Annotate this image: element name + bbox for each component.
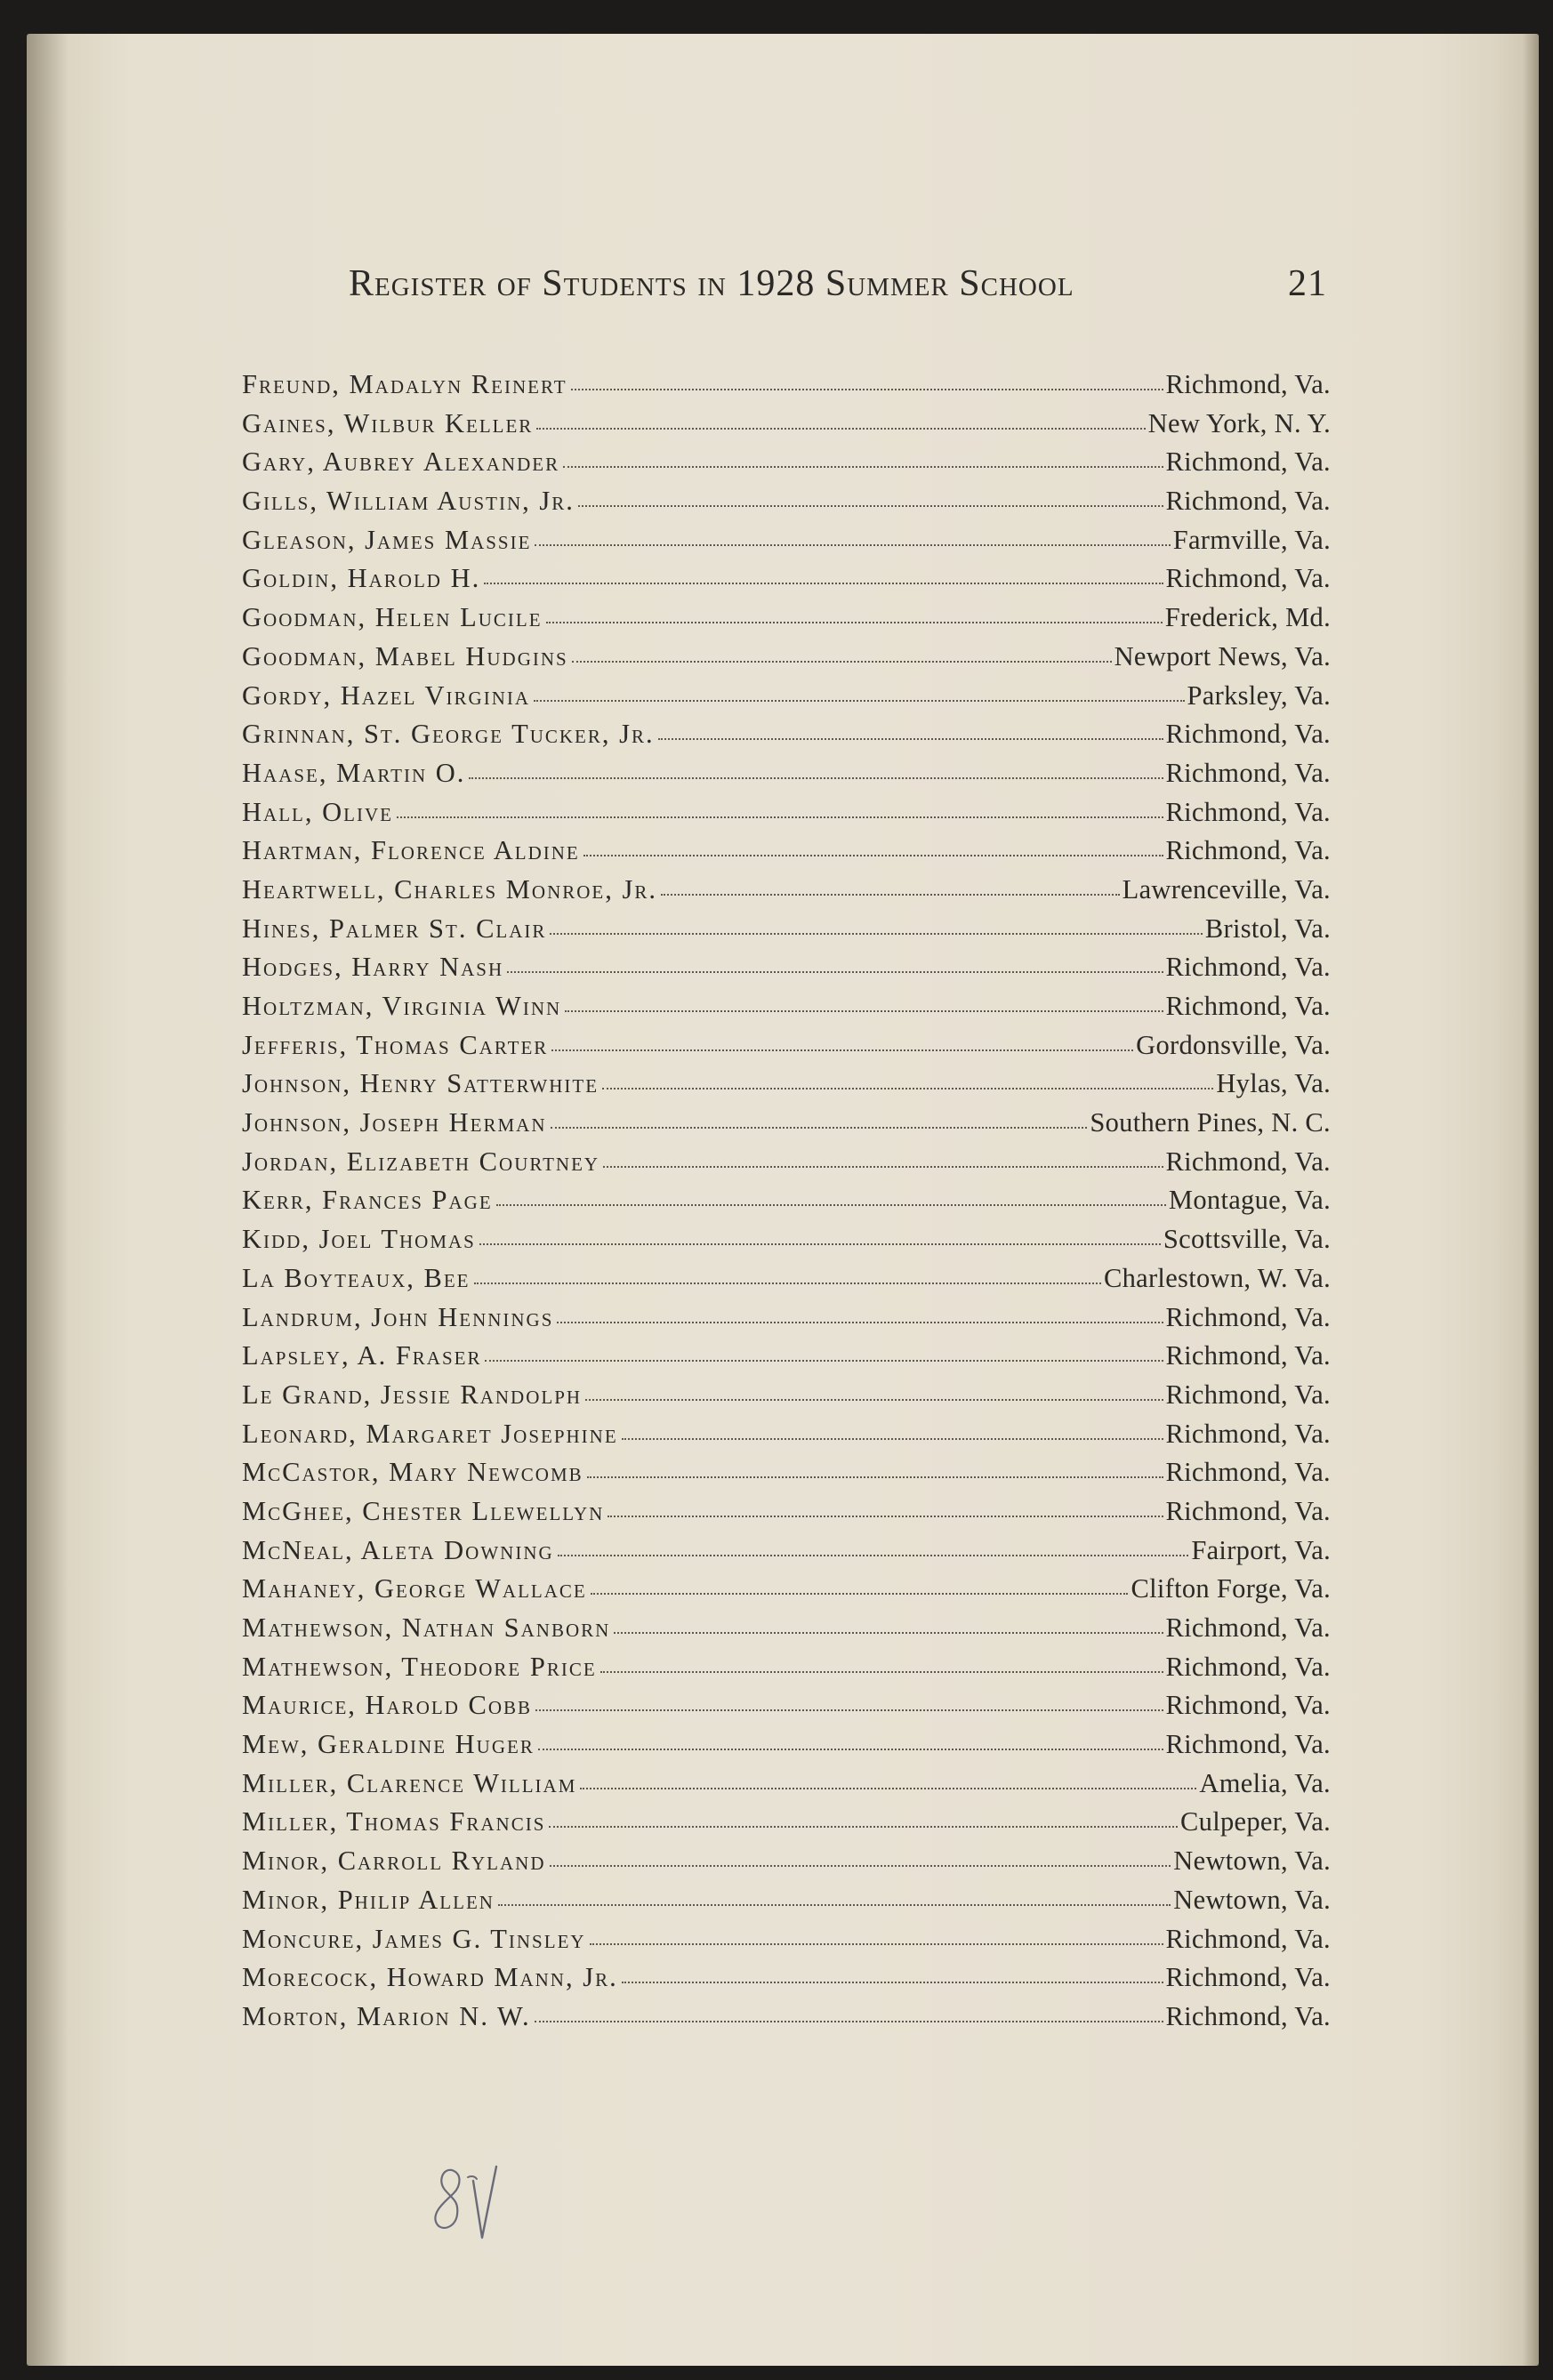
dot-leader (534, 699, 1184, 702)
dot-leader (558, 1554, 1189, 1556)
dot-leader (535, 1709, 1163, 1711)
register-entry (242, 1845, 1331, 1885)
student-register-list (242, 369, 1331, 2040)
dot-leader (622, 1437, 1163, 1440)
student-hometown: Bristol, Va. (1204, 913, 1331, 944)
student-hometown: Richmond, Va. (1165, 369, 1331, 399)
dot-leader (580, 1787, 1196, 1789)
register-entry (242, 1612, 1331, 1652)
student-hometown: Richmond, Va. (1165, 563, 1331, 594)
register-entry (242, 1690, 1331, 1729)
dot-leader (536, 427, 1145, 430)
dot-leader (551, 1126, 1088, 1129)
register-entry (242, 1340, 1331, 1379)
dot-leader (479, 1242, 1161, 1245)
register-entry (242, 1068, 1331, 1107)
student-hometown: Amelia, Va. (1199, 1767, 1331, 1798)
student-hometown: Richmond, Va. (1165, 991, 1331, 1021)
register-entry (242, 797, 1331, 836)
student-name: Hodges, Harry Nash (242, 952, 504, 983)
student-name: Johnson, Henry Satterwhite (242, 1068, 599, 1099)
register-entry (242, 835, 1331, 874)
student-name: Goldin, Harold H. (242, 563, 481, 594)
dot-leader (550, 932, 1202, 935)
register-entry (242, 991, 1331, 1030)
dot-leader (507, 970, 1163, 973)
register-entry (242, 1107, 1331, 1146)
student-hometown: Richmond, Va. (1165, 446, 1331, 478)
student-hometown: Richmond, Va. (1165, 1495, 1331, 1526)
student-name: Mathewson, Nathan Sanborn (242, 1612, 611, 1643)
student-name: Johnson, Joseph Herman (242, 1107, 547, 1138)
student-hometown: Southern Pines, N. C. (1090, 1107, 1331, 1138)
student-name: Hall, Olive (242, 796, 393, 827)
student-name: Grinnan, St. George Tucker, Jr. (242, 719, 655, 750)
student-hometown: New York, N. Y. (1147, 407, 1331, 438)
dot-leader (484, 582, 1163, 584)
handwritten-annotation-8v (427, 2161, 516, 2259)
student-name: Lapsley, A. Fraser (242, 1340, 482, 1371)
dot-leader (474, 1282, 1101, 1284)
student-name: Hines, Palmer St. Clair (242, 913, 547, 944)
dot-leader (614, 1631, 1163, 1634)
student-hometown: Hylas, Va. (1216, 1068, 1331, 1099)
register-entry (242, 525, 1331, 564)
student-hometown: Richmond, Va. (1165, 796, 1331, 827)
student-hometown: Richmond, Va. (1165, 1301, 1331, 1332)
student-name: Haase, Martin O. (242, 757, 466, 788)
register-entry (242, 1379, 1331, 1419)
student-hometown: Richmond, Va. (1165, 719, 1331, 750)
student-hometown: Richmond, Va. (1165, 1612, 1331, 1643)
student-name: Gills, William Austin, Jr. (242, 486, 575, 517)
student-hometown: Richmond, Va. (1165, 1651, 1331, 1682)
student-name: Miller, Thomas Francis (242, 1806, 546, 1837)
register-entry (242, 758, 1331, 797)
dot-leader (565, 1009, 1163, 1012)
register-entry (242, 1573, 1331, 1612)
student-name: Gary, Aubrey Alexander (242, 446, 560, 478)
student-hometown: Richmond, Va. (1165, 1146, 1331, 1177)
register-entry (242, 1185, 1331, 1224)
student-name: Mahaney, George Wallace (242, 1573, 587, 1604)
student-name: La Boyteaux, Bee (242, 1262, 471, 1293)
register-entry (242, 1302, 1331, 1341)
student-name: Minor, Carroll Ryland (242, 1845, 546, 1877)
register-entry (242, 952, 1331, 991)
student-hometown: Scottsville, Va. (1163, 1224, 1331, 1255)
register-entry (242, 446, 1331, 486)
student-name: Miller, Clarence William (242, 1767, 577, 1798)
dot-leader (587, 1475, 1163, 1478)
dot-leader (397, 816, 1163, 818)
dot-leader (535, 2020, 1163, 2022)
student-name: Gaines, Wilbur Keller (242, 407, 534, 438)
dot-leader (485, 1359, 1163, 1362)
register-entry (242, 1768, 1331, 1807)
register-entry (242, 680, 1331, 720)
register-entry (242, 1496, 1331, 1535)
student-name: Hartman, Florence Aldine (242, 835, 580, 866)
student-name: Freund, Madalyn Reinert (242, 369, 567, 399)
page-number: 21 (1288, 263, 1327, 304)
student-name: Landrum, John Hennings (242, 1301, 554, 1332)
student-hometown: Newtown, Va. (1173, 1884, 1331, 1915)
dot-leader (469, 776, 1163, 779)
dot-leader (551, 1049, 1133, 1051)
dot-leader (583, 854, 1163, 856)
header-title: Register of Students in 1928 Summer School (349, 263, 1074, 304)
student-hometown: Richmond, Va. (1165, 1379, 1331, 1410)
dot-leader (563, 465, 1163, 468)
register-entry (242, 641, 1331, 680)
student-hometown: Clifton Forge, Va. (1131, 1573, 1331, 1604)
register-entry (242, 1924, 1331, 1963)
student-name: Moncure, James G. Tinsley (242, 1923, 586, 1954)
student-name: Goodman, Helen Lucile (242, 602, 543, 633)
student-name: Heartwell, Charles Monroe, Jr. (242, 873, 657, 905)
dot-leader (622, 1981, 1163, 1983)
register-entry (242, 1224, 1331, 1263)
student-name: McCastor, Mary Newcomb (242, 1457, 583, 1488)
dot-leader (535, 543, 1170, 546)
student-hometown: Frederick, Md. (1164, 602, 1331, 633)
student-name: Jordan, Elizabeth Courtney (242, 1146, 600, 1177)
dot-leader (578, 504, 1163, 507)
student-name: Minor, Philip Allen (242, 1884, 495, 1915)
register-entry (242, 719, 1331, 758)
dot-leader (496, 1203, 1166, 1206)
student-name: Kidd, Joel Thomas (242, 1224, 476, 1255)
student-name: Kerr, Frances Page (242, 1185, 493, 1216)
register-entry (242, 913, 1331, 953)
register-entry (242, 1419, 1331, 1458)
student-name: Morecock, Howard Mann, Jr. (242, 1962, 618, 1993)
student-name: Gleason, James Massie (242, 524, 532, 555)
student-hometown: Lawrenceville, Va. (1122, 873, 1331, 905)
dot-leader (572, 660, 1112, 663)
dot-leader (591, 1592, 1129, 1595)
register-entry (242, 369, 1331, 408)
student-hometown: Richmond, Va. (1165, 1690, 1331, 1721)
student-hometown: Parksley, Va. (1187, 679, 1331, 711)
student-hometown: Richmond, Va. (1165, 835, 1331, 866)
register-entry (242, 1263, 1331, 1302)
register-entry (242, 1457, 1331, 1496)
register-entry (242, 1146, 1331, 1186)
dot-leader (608, 1515, 1163, 1517)
register-entry (242, 486, 1331, 525)
student-hometown: Newport News, Va. (1114, 640, 1331, 671)
student-hometown: Charlestown, W. Va. (1103, 1262, 1331, 1293)
student-hometown: Culpeper, Va. (1180, 1806, 1331, 1837)
student-hometown: Richmond, Va. (1165, 1729, 1331, 1760)
register-entry (242, 2001, 1331, 2040)
student-name: Goodman, Mabel Hudgins (242, 640, 568, 671)
register-entry (242, 1535, 1331, 1574)
register-entry (242, 1962, 1331, 2001)
dot-leader (538, 1748, 1163, 1750)
dot-leader (585, 1398, 1163, 1401)
dot-leader (603, 1165, 1163, 1168)
dot-leader (590, 1942, 1163, 1945)
student-hometown: Gordonsville, Va. (1136, 1029, 1331, 1060)
student-hometown: Fairport, Va. (1191, 1534, 1331, 1565)
student-hometown: Richmond, Va. (1165, 1962, 1331, 1993)
dot-leader (661, 893, 1120, 896)
register-entry (242, 602, 1331, 641)
student-name: Morton, Marion N. W. (242, 2000, 531, 2031)
dot-leader (550, 1864, 1171, 1867)
student-hometown: Richmond, Va. (1165, 757, 1331, 788)
student-name: Holtzman, Virginia Winn (242, 991, 562, 1021)
student-hometown: Farmville, Va. (1172, 524, 1331, 555)
student-hometown: Richmond, Va. (1165, 1340, 1331, 1371)
student-name: Mathewson, Theodore Price (242, 1651, 597, 1682)
register-entry (242, 563, 1331, 602)
student-name: Jefferis, Thomas Carter (242, 1029, 549, 1060)
register-entry (242, 1652, 1331, 1691)
student-hometown: Richmond, Va. (1165, 486, 1331, 517)
dot-leader (546, 621, 1163, 623)
register-entry (242, 1806, 1331, 1845)
running-header (349, 262, 1327, 316)
student-hometown: Richmond, Va. (1165, 2000, 1331, 2031)
register-entry (242, 1030, 1331, 1069)
dot-leader (658, 737, 1163, 740)
dot-leader (602, 1087, 1213, 1089)
page-edge-shadow (1523, 34, 1539, 2366)
student-name: Mew, Geraldine Huger (242, 1729, 535, 1760)
student-name: Le Grand, Jessie Randolph (242, 1379, 583, 1410)
student-hometown: Newtown, Va. (1173, 1845, 1331, 1877)
student-hometown: Richmond, Va. (1165, 1457, 1331, 1488)
student-hometown: Richmond, Va. (1165, 1418, 1331, 1449)
dot-leader (557, 1321, 1163, 1323)
student-hometown: Richmond, Va. (1165, 1923, 1331, 1954)
register-entry (242, 1729, 1331, 1768)
student-name: Leonard, Margaret Josephine (242, 1418, 618, 1449)
student-hometown: Montague, Va. (1168, 1185, 1331, 1216)
register-entry (242, 874, 1331, 913)
student-name: McNeal, Aleta Downing (242, 1534, 554, 1565)
register-entry (242, 408, 1331, 447)
dot-leader (549, 1825, 1178, 1828)
dot-leader (498, 1903, 1171, 1906)
student-name: McGhee, Chester Llewellyn (242, 1495, 605, 1526)
binding-gutter-shadow (27, 34, 68, 2366)
student-hometown: Richmond, Va. (1165, 952, 1331, 983)
student-name: Maurice, Harold Cobb (242, 1690, 533, 1721)
dot-leader (600, 1670, 1163, 1673)
dot-leader (571, 388, 1163, 390)
student-name: Gordy, Hazel Virginia (242, 679, 531, 711)
register-entry (242, 1885, 1331, 1924)
